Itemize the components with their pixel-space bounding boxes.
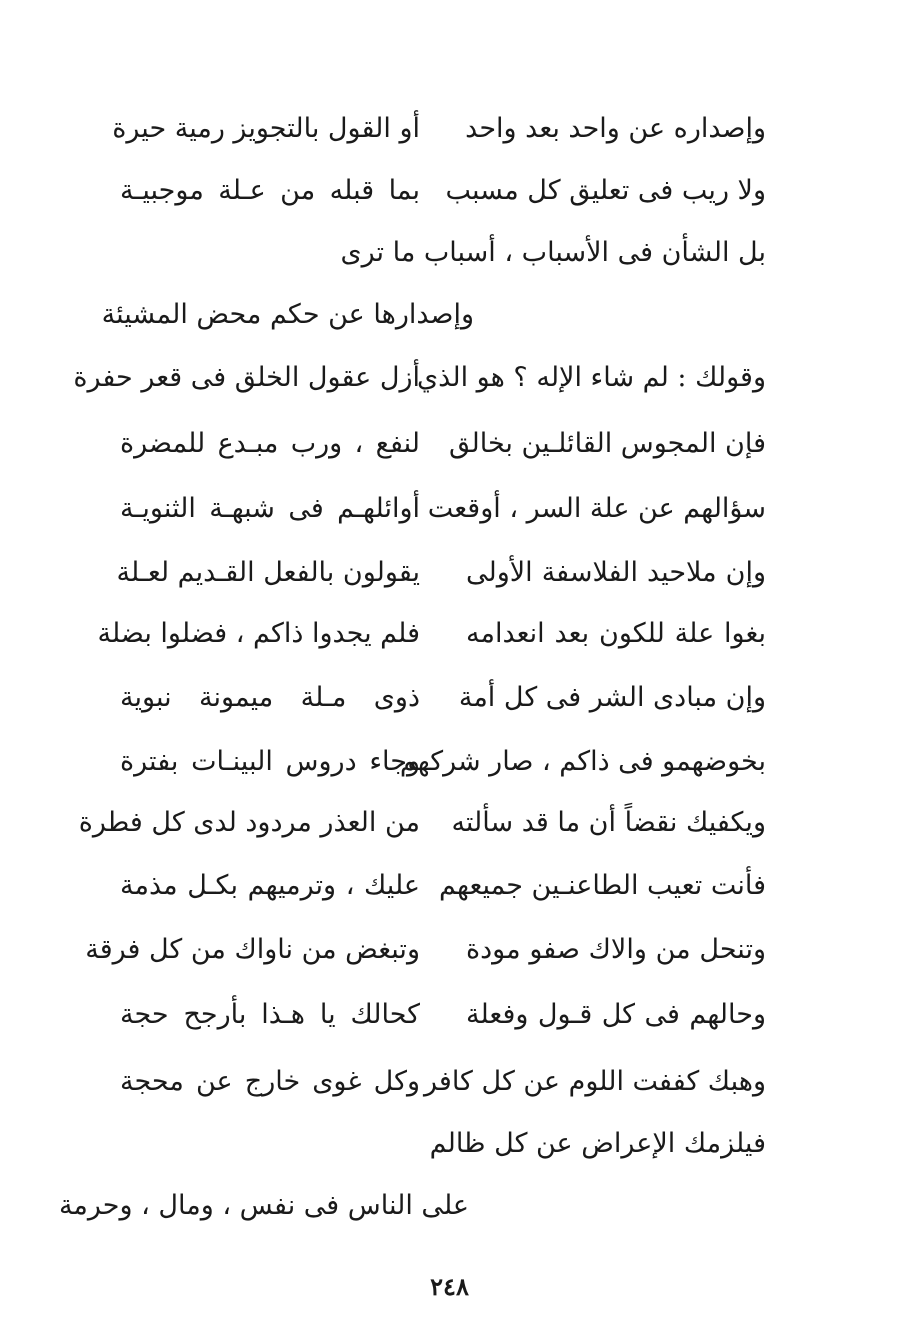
verse-14-second-hemistich: وتبغض من ناواك من كل فرقة bbox=[85, 934, 420, 965]
verse-6-second-hemistich: لنفع ، ورب مبـدع للمضرة bbox=[120, 428, 420, 459]
verse-5-first-hemistich: وقولك : لم شاء الإله ؟ هو الذي bbox=[417, 362, 766, 393]
verse-1-second-hemistich: أو القول بالتجويز رمية حيرة bbox=[112, 113, 420, 144]
verse-12-second-hemistich: من العذر مردود لدى كل فطرة bbox=[78, 807, 420, 838]
verse-9-first-hemistich: بغوا علة للكون بعد انعدامه bbox=[466, 618, 766, 649]
verse-14-first-hemistich: وتنحل من والاك صفو مودة bbox=[466, 934, 766, 965]
verse-1-first-hemistich: وإصداره عن واحد بعد واحد bbox=[465, 113, 766, 144]
verse-17-line: فيلزمك الإعراض عن كل ظالم bbox=[429, 1128, 766, 1159]
verse-8-second-hemistich: يقولون بالفعل القـديم لعـلة bbox=[116, 557, 420, 588]
verse-15-second-hemistich: كحالك يا هـذا بأرجح حجة bbox=[120, 999, 420, 1030]
verse-13-first-hemistich: فأنت تعيب الطاعنـين جميعهم bbox=[439, 870, 766, 901]
verse-16-second-hemistich: وكل غوى خارج عن محجة bbox=[120, 1066, 420, 1097]
verse-13-second-hemistich: عليك ، وترميهم بكـل مذمة bbox=[120, 870, 420, 901]
verse-16-first-hemistich: وهبك كففت اللوم عن كل كافر bbox=[424, 1066, 766, 1097]
verse-2-second-hemistich: بما قبله من عـلة موجبيـة bbox=[120, 175, 420, 206]
verse-11-first-hemistich: بخوضهمو فى ذاكم ، صار شركهم bbox=[399, 746, 766, 777]
verse-8-first-hemistich: وإن ملاحيد الفلاسفة الأولى bbox=[466, 557, 766, 588]
page-number: ٢٤٨ bbox=[430, 1272, 469, 1301]
verse-7-second-hemistich: أوائلهـم فى شبهـة الثنويـة bbox=[120, 493, 420, 524]
verse-12-first-hemistich: ويكفيك نقضاً أن ما قد سألته bbox=[451, 807, 766, 838]
verse-10-first-hemistich: وإن مبادى الشر فى كل أمة bbox=[458, 682, 766, 713]
verse-5-second-hemistich: أزل عقول الخلق فى قعر حفرة bbox=[73, 362, 420, 393]
verse-3-line: بل الشأن فى الأسباب ، أسباب ما ترى bbox=[340, 237, 766, 268]
verse-4-line: وإصدارها عن حكم محض المشيئة bbox=[101, 299, 474, 330]
verse-10-second-hemistich: ذوى مـلة ميمونة نبوية bbox=[120, 682, 420, 713]
verse-9-second-hemistich: فلم يجدوا ذاكم ، فضلوا بضلة bbox=[97, 618, 420, 649]
verse-15-first-hemistich: وحالهم فى كل قـول وفعلة bbox=[466, 999, 766, 1030]
verse-7-first-hemistich: سؤالهم عن علة السر ، أوقعت bbox=[427, 493, 766, 524]
verse-18-line: على الناس فى نفس ، ومال ، وحرمة bbox=[58, 1190, 469, 1221]
verse-6-first-hemistich: فإن المجوس القائلـين بخالق bbox=[449, 428, 766, 459]
verse-11-second-hemistich: وجاء دروس البينـات بفترة bbox=[120, 746, 420, 777]
verse-2-first-hemistich: ولا ريب فى تعليق كل مسبب bbox=[445, 175, 766, 206]
